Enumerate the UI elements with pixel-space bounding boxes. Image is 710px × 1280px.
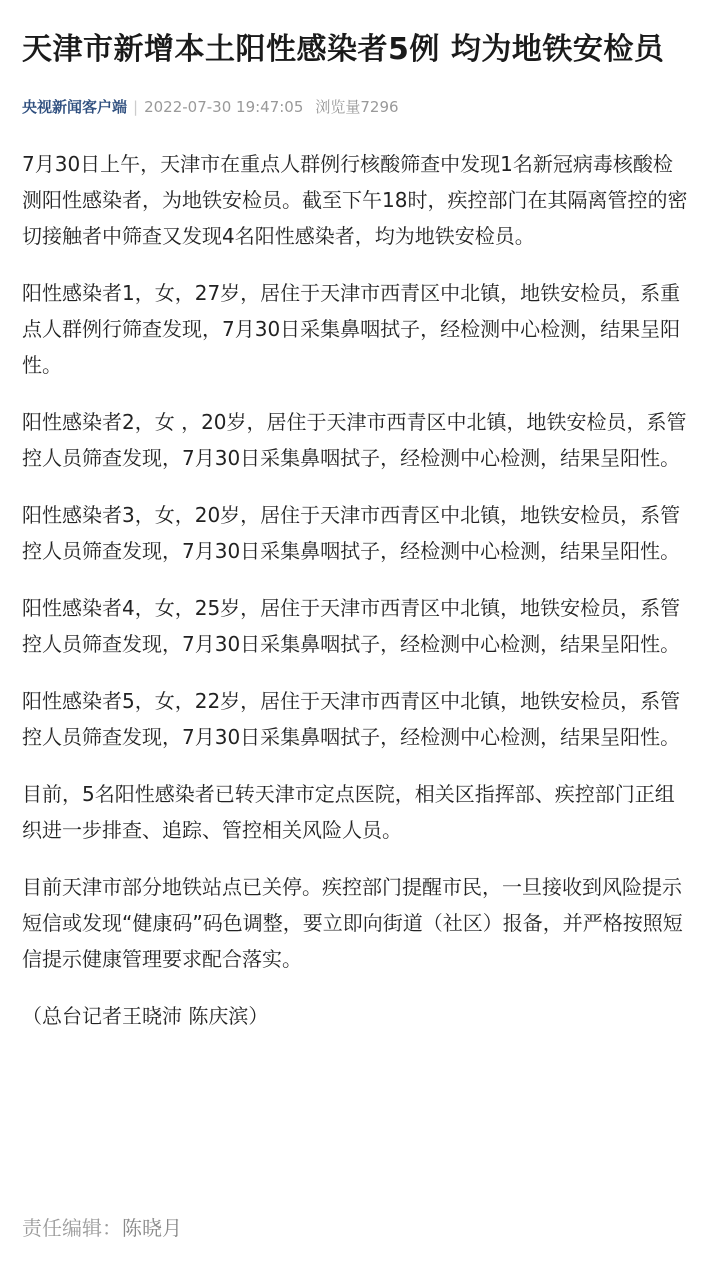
article-paragraph: 7月30日上午，天津市在重点人群例行核酸筛查中发现1名新冠病毒核酸检测阳性感染者，为地铁安检员。截至下午18时，疾控部门在其隔离管控的密切接触者中筛查又发现4名阳性感染者，均为地铁安检员。 [22, 152, 688, 248]
editor-label: 责任编辑： [22, 1216, 122, 1240]
article-paragraph: 阳性感染者4，女，25岁，居住于天津市西青区中北镇，地铁安检员，系管控人员筛查发现，7月30日采集鼻咽拭子，经检测中心检测，结果呈阳性。 [22, 596, 681, 656]
article-body [22, 146, 688, 1055]
view-count: 浏览量7296 [315, 98, 399, 116]
source-link[interactable]: 央视新闻客户端 [22, 98, 128, 116]
article-meta [22, 95, 399, 119]
publish-datetime: 2022-07-30 19:47:05 [144, 98, 304, 116]
article-paragraph: 阳性感染者5，女，22岁，居住于天津市西青区中北镇，地铁安检员，系管控人员筛查发现，7月30日采集鼻咽拭子，经检测中心检测，结果呈阳性。 [22, 689, 681, 749]
article-paragraph: 阳性感染者3，女，20岁，居住于天津市西青区中北镇，地铁安检员，系管控人员筛查发现，7月30日采集鼻咽拭子，经检测中心检测，结果呈阳性。 [22, 503, 681, 563]
editor-credit [22, 1210, 182, 1246]
article-paragraph: 目前，5名阳性感染者已转天津市定点医院，相关区指挥部、疾控部门正组织进一步排查、追踪、管控相关风险人员。 [22, 782, 675, 842]
article-paragraph: 阳性感染者1，女，27岁，居住于天津市西青区中北镇，地铁安检员，系重点人群例行筛查发现，7月30日采集鼻咽拭子，经检测中心检测，结果呈阳性。 [22, 281, 681, 377]
article-paragraph: 目前天津市部分地铁站点已关停。疾控部门提醒市民，一旦接收到风险提示短信或发现“健康码”码色调整，要立即向街道（社区）报备，并严格按照短信提示健康管理要求配合落实。 [22, 875, 683, 971]
meta-separator: | [133, 98, 139, 116]
article-paragraph: 阳性感染者2，女 ，20岁，居住于天津市西青区中北镇，地铁安检员，系管控人员筛查发现，7月30日采集鼻咽拭子，经检测中心检测，结果呈阳性。 [22, 410, 687, 470]
article-title: 天津市新增本土阳性感染者5例 均为地铁安检员 [22, 32, 665, 67]
reporter-credit: （总台记者王晓沛 陈庆滨） [22, 1004, 269, 1028]
editor-name: 陈晓月 [122, 1216, 182, 1240]
